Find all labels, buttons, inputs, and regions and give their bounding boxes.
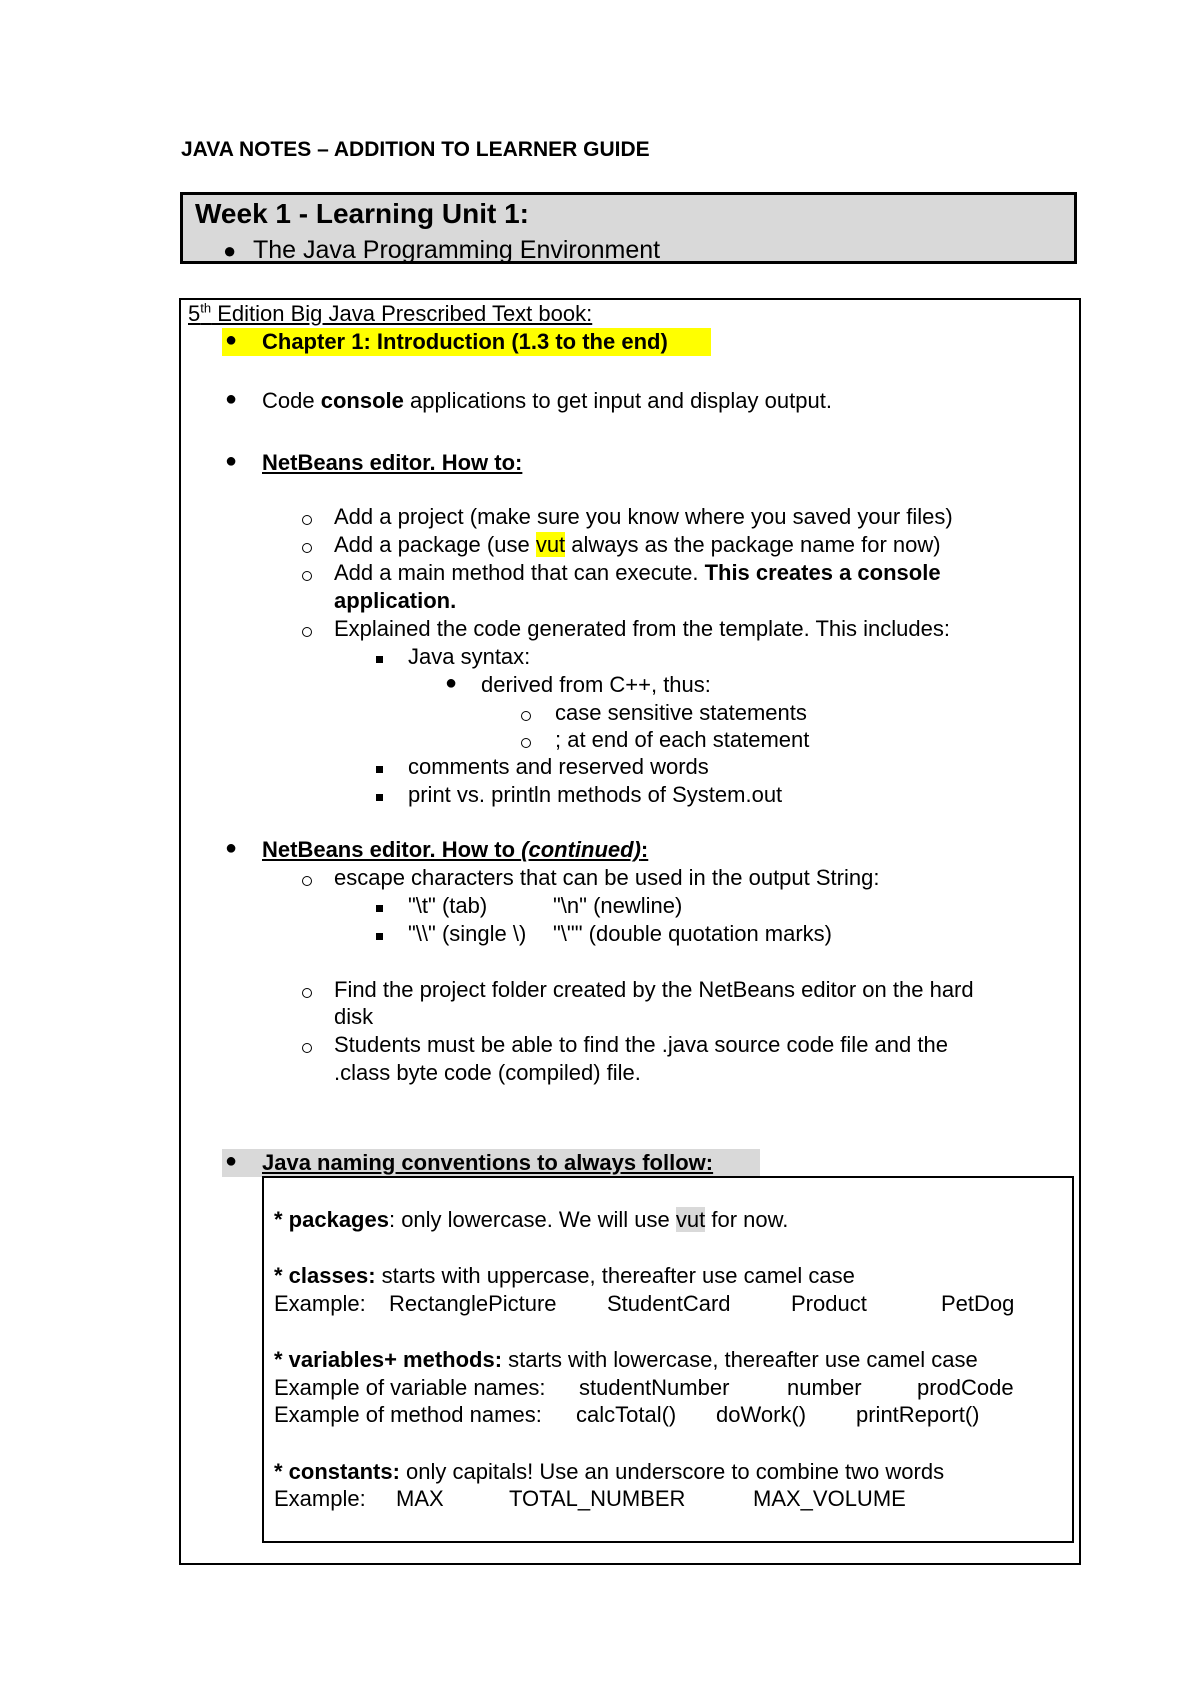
packages-line: * packages: only lowercase. We will use vut for now.: [274, 1207, 789, 1232]
unit-topic: The Java Programming Environment: [253, 236, 661, 264]
method-names-label: Example of method names:: [274, 1402, 542, 1427]
method-name: printReport(): [856, 1402, 980, 1427]
escape-quote: "\"" (double quotation marks): [553, 921, 833, 946]
method-name: calcTotal(): [576, 1402, 677, 1427]
semicolon-line: ; at end of each statement: [555, 727, 810, 752]
add-package-line: Add a package (use vut always as the package name for now): [334, 532, 941, 557]
document-title: JAVA NOTES – ADDITION TO LEARNER GUIDE: [181, 138, 650, 161]
variable-names-label: Example of variable names:: [274, 1375, 546, 1400]
main-method-line-2: application.: [334, 588, 457, 613]
circle-bullet-icon: [302, 543, 312, 553]
classes-line: * classes: starts with uppercase, thereafter use camel case: [274, 1263, 855, 1288]
explained-line: Explained the code generated from the template. This includes:: [334, 616, 950, 641]
variable-name: studentNumber: [579, 1375, 730, 1400]
bullet-icon: ●: [445, 672, 458, 694]
constant-example: TOTAL_NUMBER: [509, 1486, 686, 1511]
bullet-icon: ●: [225, 388, 238, 410]
main-method-line: Add a main method that can execute. This creates a console: [334, 560, 941, 585]
method-name: doWork(): [716, 1402, 807, 1427]
bullet-icon: ●: [223, 238, 237, 263]
comments-line: comments and reserved words: [408, 754, 709, 779]
chapter-line: Chapter 1: Introduction (1.3 to the end): [262, 329, 668, 354]
circle-bullet-icon: [302, 1043, 312, 1053]
circle-bullet-icon: [302, 988, 312, 998]
variable-name: prodCode: [917, 1375, 1014, 1400]
find-folder-line-2: disk: [334, 1004, 374, 1029]
escape-line: escape characters that can be used in the output String:: [334, 865, 880, 890]
square-bullet-icon: [376, 794, 383, 801]
netbeans-heading: NetBeans editor. How to:: [262, 450, 523, 475]
class-example: Product: [791, 1291, 867, 1316]
class-example: PetDog: [941, 1291, 1015, 1316]
circle-bullet-icon: [302, 571, 312, 581]
class-example: StudentCard: [607, 1291, 731, 1316]
constant-example: MAX: [396, 1486, 444, 1511]
variable-name: number: [787, 1375, 862, 1400]
square-bullet-icon: [376, 656, 383, 663]
add-project-line: Add a project (make sure you know where you saved your files): [334, 504, 953, 529]
circle-bullet-icon: [302, 627, 312, 637]
case-sensitive-line: case sensitive statements: [555, 700, 807, 725]
console-line: Code console applications to get input and display output.: [262, 388, 832, 413]
students-line: Students must be able to find the .java source code file and the: [334, 1032, 948, 1057]
bullet-icon: ●: [225, 329, 238, 351]
print-line: print vs. println methods of System.out: [408, 782, 783, 807]
constant-example: MAX_VOLUME: [753, 1486, 906, 1511]
textbook-label: Edition Big Java Prescribed Text book:: [211, 301, 593, 326]
netbeans-continued-heading: NetBeans editor. How to (continued):: [262, 837, 649, 862]
vut-highlight: vut: [535, 532, 566, 557]
edition-number: 5: [188, 301, 201, 326]
vut-highlight: vut: [675, 1207, 706, 1232]
find-folder-line: Find the project folder created by the NetBeans editor on the hard: [334, 977, 974, 1002]
square-bullet-icon: [376, 933, 383, 940]
unit-header-box: [180, 192, 1077, 264]
square-bullet-icon: [376, 905, 383, 912]
circle-bullet-icon: [521, 711, 531, 721]
escape-newline: "\n" (newline): [553, 893, 683, 918]
students-line-2: .class byte code (compiled) file.: [334, 1060, 641, 1085]
circle-bullet-icon: [302, 515, 312, 525]
escape-single: "\\" (single \): [408, 921, 527, 946]
bullet-icon: ●: [225, 837, 238, 859]
circle-bullet-icon: [521, 738, 531, 748]
textbook-line: [188, 300, 592, 328]
escape-tab: "\t" (tab): [408, 893, 488, 918]
circle-bullet-icon: [302, 876, 312, 886]
bullet-icon: ●: [225, 1150, 238, 1172]
square-bullet-icon: [376, 766, 383, 773]
edition-superscript: th: [200, 300, 212, 316]
classes-example-label: Example:: [274, 1291, 366, 1316]
unit-heading: Week 1 - Learning Unit 1:: [195, 198, 529, 229]
bullet-icon: ●: [225, 450, 238, 472]
naming-heading: Java naming conventions to always follow:: [262, 1150, 714, 1175]
variables-line: * variables+ methods: starts with lowercase, thereafter use camel case: [274, 1347, 978, 1372]
class-example: RectanglePicture: [389, 1291, 557, 1316]
java-syntax-line: Java syntax:: [408, 644, 531, 669]
constants-example-label: Example:: [274, 1486, 366, 1511]
derived-line: derived from C++, thus:: [481, 672, 711, 697]
constants-line: * constants: only capitals! Use an underscore to combine two words: [274, 1459, 945, 1484]
